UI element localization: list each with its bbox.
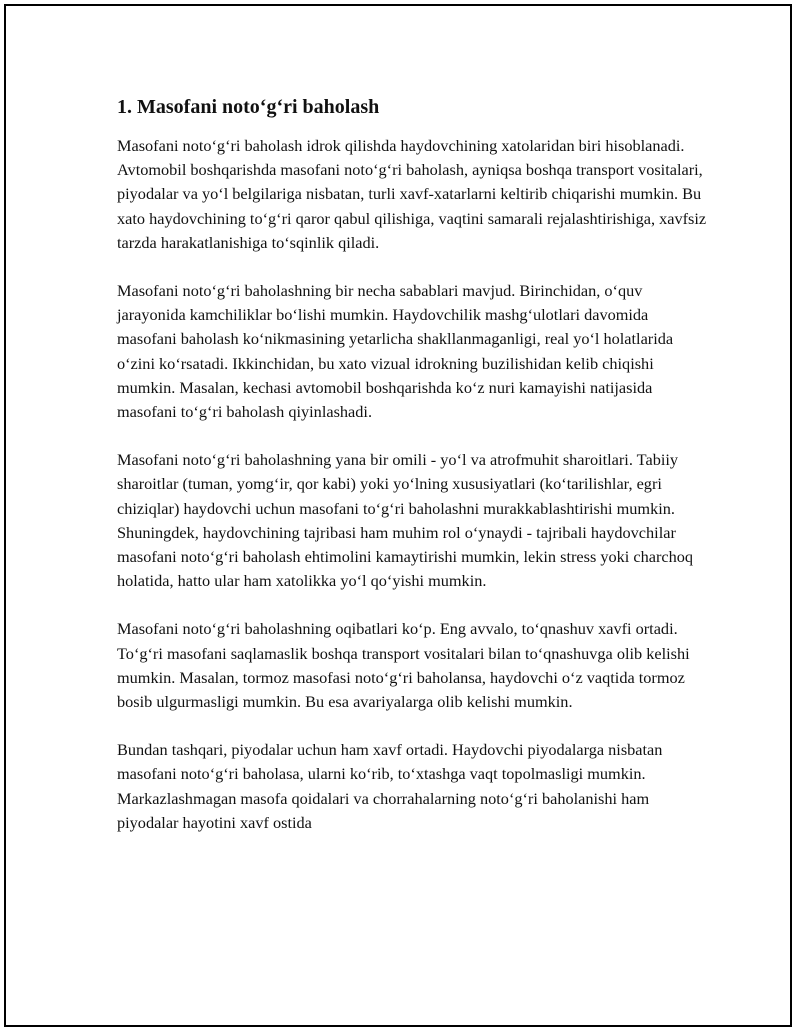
document-body bbox=[117, 94, 707, 859]
paragraph-1: Masofani noto‘g‘ri baholash idrok qilishda haydovchining xatolaridan biri hisoblanadi. Avtomobil boshqarishda masofani noto‘g‘ri baholash, ayniqsa boshqa transport vositalari, piyodalar va yo‘l belgilariga nisbatan, turli xavf-xatarlarni keltirib chiqarishi mumkin. Bu xato haydovchining to‘g‘ri qaror qabul qilishiga, vaqtini samarali rejalashtirishiga, xavfsiz tarzda harakatlanishiga to‘sqinlik qiladi. bbox=[117, 136, 707, 252]
paragraph-2: Masofani noto‘g‘ri baholashning bir necha sabablari mavjud. Birinchidan, o‘quv jarayonida kamchiliklar bo‘lishi mumkin. Haydovchilik mashg‘ulotlari davomida masofani baholash ko‘nikmasining yetarlicha shakllanmaganligi, real yo‘l holatlarida o‘zini ko‘rsatadi. Ikkinchidan, bu xato vizual idrokning buzilishidan kelib chiqishi mumkin. Masalan, kechasi avtomobil boshqarishda ko‘z nuri kamayishi natijasida masofani to‘g‘ri baholash qiyinlashadi. bbox=[117, 281, 674, 422]
paragraph-3: Masofani noto‘g‘ri baholashning yana bir omili - yo‘l va atrofmuhit sharoitlari. Tabiiy sharoitlar (tuman, yomg‘ir, qor kabi) yoki yo‘lning xususiyatlari (ko‘tarilishlar, egri chiziqlar) haydovchi uchun masofani to‘g‘ri baholashni murakkablashtirishi mumkin. Shuningdek, haydovchining tajribasi ham muhim rol o‘ynaydi - tajribali haydovchilar masofani noto‘g‘ri baholash ehtimolini kamaytirishi mumkin, lekin stress yoki charchoq holatida, hatto ular ham xatolikka yo‘l qo‘yishi mumkin. bbox=[117, 450, 694, 591]
section-heading: 1. Masofani noto‘g‘ri baholash bbox=[117, 96, 380, 118]
paragraph-5: Bundan tashqari, piyodalar uchun ham xavf ortadi. Haydovchi piyodalarga nisbatan masofani noto‘g‘ri baholasa, ularni ko‘rib, to‘xtashga vaqt topolmasligi mumkin. Markazlashmagan masofa qoidalari va chorrahalarning noto‘g‘ri baholanishi ham piyodalar hayotini xavf ostida bbox=[117, 740, 663, 832]
paragraph-4: Masofani noto‘g‘ri baholashning oqibatlari ko‘p. Eng avvalo, to‘qnashuv xavfi ortadi. To‘g‘ri masofani saqlamaslik boshqa transport vositalari bilan to‘qnashuvga olib kelishi mumkin. Masalan, tormoz masofasi noto‘g‘ri baholansa, haydovchi o‘z vaqtida tormoz bosib ulgurmasligi mumkin. Bu esa avariyalarga olib kelishi mumkin. bbox=[117, 619, 690, 712]
